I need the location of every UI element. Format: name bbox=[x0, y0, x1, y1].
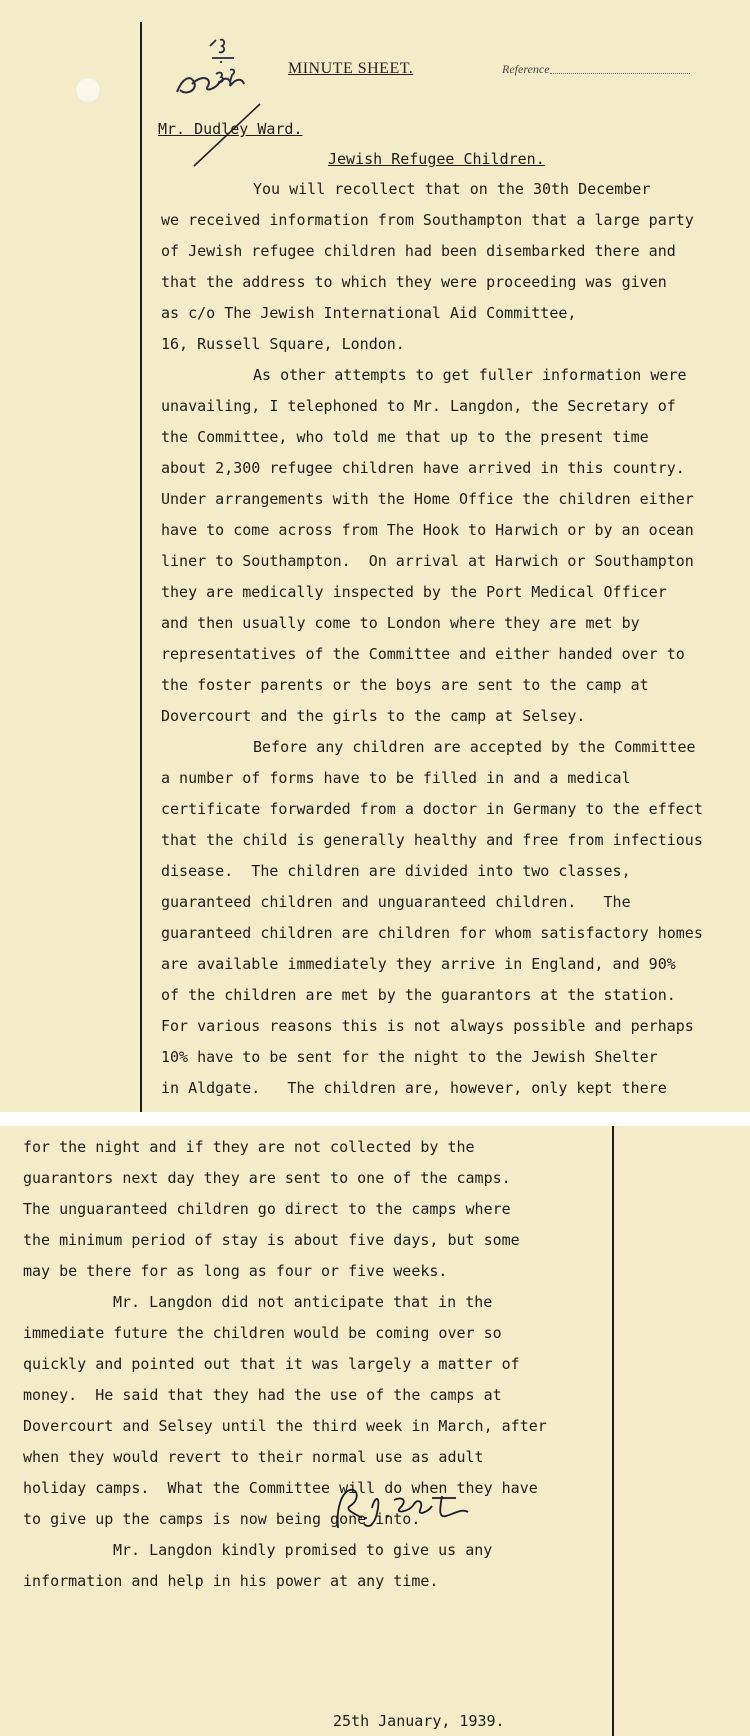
page-gap bbox=[0, 1112, 750, 1126]
body-line: You will recollect that on the 30th December bbox=[253, 180, 651, 198]
punch-hole bbox=[75, 77, 101, 103]
body-line: that the address to which they were proceeding was given bbox=[161, 273, 667, 291]
body-line: Dovercourt and Selsey until the third week in March, after bbox=[23, 1417, 547, 1435]
body-line: For various reasons this is not always possible and perhaps bbox=[161, 1017, 694, 1035]
body-line: guaranteed children are children for whom satisfactory homes bbox=[161, 924, 703, 942]
body-line: Under arrangements with the Home Office the children either bbox=[161, 490, 694, 508]
body-line: 10% have to be sent for the night to the Jewish Shelter bbox=[161, 1048, 658, 1066]
body-line: the foster parents or the boys are sent to the camp at bbox=[161, 676, 649, 694]
body-line: quickly and pointed out that it was largely a matter of bbox=[23, 1355, 520, 1373]
margin-rule bbox=[612, 1126, 614, 1736]
body-line: Mr. Langdon did not anticipate that in the bbox=[113, 1293, 493, 1311]
body-line: Before any children are accepted by the Committee bbox=[253, 738, 696, 756]
body-line: money. He said that they had the use of the camps at bbox=[23, 1386, 502, 1404]
body-line: when they would revert to their normal use as adult bbox=[23, 1448, 484, 1466]
body-line: for the night and if they are not collected by the bbox=[23, 1138, 475, 1156]
body-line: unavailing, I telephoned to Mr. Langdon, the Secretary of bbox=[161, 397, 676, 415]
body-line: as c/o The Jewish International Aid Committee, bbox=[161, 304, 577, 322]
reference-field bbox=[550, 73, 690, 74]
body-line: certificate forwarded from a doctor in Germany to the effect bbox=[161, 800, 703, 818]
body-line: holiday camps. What the Committee will do when they have bbox=[23, 1479, 538, 1497]
body-line: in Aldgate. The children are, however, only kept there bbox=[161, 1079, 667, 1097]
body-line: about 2,300 refugee children have arrived in this country. bbox=[161, 459, 685, 477]
body-line: 16, Russell Square, London. bbox=[161, 335, 405, 353]
body-line: information and help in his power at any time. bbox=[23, 1572, 439, 1590]
body-line: a number of forms have to be filled in and a medical bbox=[161, 769, 631, 787]
body-line: immediate future the children would be coming over so bbox=[23, 1324, 502, 1342]
body-line: that the child is generally healthy and free from infectious bbox=[161, 831, 703, 849]
handwritten-strike-mark bbox=[190, 100, 270, 170]
body-line: As other attempts to get fuller information were bbox=[253, 366, 687, 384]
body-line: are available immediately they arrive in England, and 90% bbox=[161, 955, 676, 973]
body-line: liner to Southampton. On arrival at Harwich or Southampton bbox=[161, 552, 694, 570]
sheet-title: MINUTE SHEET. bbox=[288, 60, 414, 77]
body-line: they are medically inspected by the Port Medical Officer bbox=[161, 583, 667, 601]
addressee: Mr. Dudley Ward. bbox=[158, 120, 303, 138]
body-line: Dovercourt and the girls to the camp at Selsey. bbox=[161, 707, 586, 725]
body-line: we received information from Southampton that a large party bbox=[161, 211, 694, 229]
body-line: guarantors next day they are sent to one of the camps. bbox=[23, 1169, 511, 1187]
body-line: of Jewish refugee children had been disembarked there and bbox=[161, 242, 676, 260]
body-line: guaranteed children and unguaranteed children. The bbox=[161, 893, 631, 911]
subject-heading: Jewish Refugee Children. bbox=[328, 150, 545, 168]
minute-sheet-page-2 bbox=[0, 1126, 750, 1736]
body-line: disease. The children are divided into two classes, bbox=[161, 862, 631, 880]
handwritten-signature bbox=[328, 1478, 478, 1538]
body-line: and then usually come to London where they are met by bbox=[161, 614, 640, 632]
body-line: the Committee, who told me that up to the present time bbox=[161, 428, 649, 446]
body-line: Mr. Langdon kindly promised to give us any bbox=[113, 1541, 493, 1559]
body-line: to give up the camps is now being gone into. bbox=[23, 1510, 421, 1528]
handwritten-annotation bbox=[172, 34, 272, 104]
body-line: have to come across from The Hook to Harwich or by an ocean bbox=[161, 521, 694, 539]
body-line: The unguaranteed children go direct to the camps where bbox=[23, 1200, 511, 1218]
date-line: 25th January, 1939. bbox=[333, 1712, 505, 1730]
margin-rule bbox=[140, 22, 142, 1112]
body-line: the minimum period of stay is about five days, but some bbox=[23, 1231, 520, 1249]
body-line: of the children are met by the guarantors at the station. bbox=[161, 986, 676, 1004]
body-line: may be there for as long as four or five weeks. bbox=[23, 1262, 448, 1280]
body-line: representatives of the Committee and either handed over to bbox=[161, 645, 685, 663]
reference-label: Reference bbox=[502, 62, 550, 76]
